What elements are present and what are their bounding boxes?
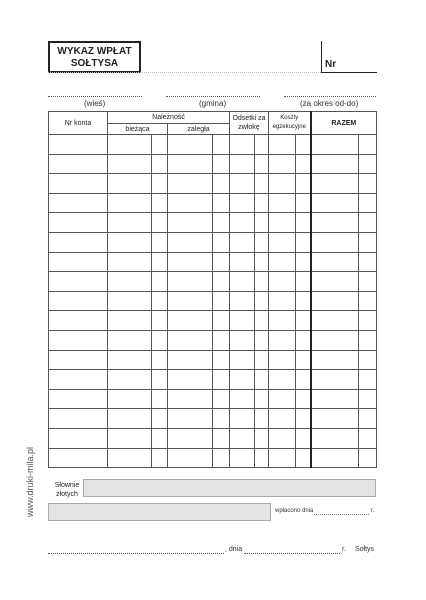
table-row xyxy=(49,291,377,311)
table-cell[interactable] xyxy=(311,370,359,390)
table-cell[interactable] xyxy=(255,389,269,409)
table-cell[interactable] xyxy=(168,428,213,448)
table-row xyxy=(49,370,377,390)
table-cell[interactable] xyxy=(359,389,377,409)
table-cell[interactable] xyxy=(255,252,269,272)
table-cell[interactable] xyxy=(152,252,168,272)
wplacono-date-field[interactable] xyxy=(314,514,369,515)
table-cell[interactable] xyxy=(359,213,377,233)
table-cell[interactable] xyxy=(269,272,296,292)
table-cell[interactable] xyxy=(230,350,255,370)
table-cell[interactable] xyxy=(230,232,255,252)
table-cell[interactable] xyxy=(213,272,230,292)
col-nr-konta: Nr konta xyxy=(49,112,108,135)
table-cell[interactable] xyxy=(152,409,168,429)
slownie-label: Słownie złotych xyxy=(54,482,80,498)
table-cell[interactable] xyxy=(168,389,213,409)
table-cell[interactable] xyxy=(269,389,296,409)
table-cell[interactable] xyxy=(255,350,269,370)
table-cell[interactable] xyxy=(152,193,168,213)
table-cell[interactable] xyxy=(213,291,230,311)
slownie-field[interactable] xyxy=(83,479,376,497)
table-cell[interactable] xyxy=(296,330,311,350)
table-cell[interactable] xyxy=(359,448,377,468)
table-cell[interactable] xyxy=(213,252,230,272)
table-cell[interactable] xyxy=(213,213,230,233)
table-cell[interactable] xyxy=(296,174,311,194)
table-cell[interactable] xyxy=(311,272,359,292)
table-cell[interactable] xyxy=(255,272,269,292)
table-cell[interactable] xyxy=(230,389,255,409)
table-cell[interactable] xyxy=(230,174,255,194)
table-cell[interactable] xyxy=(269,174,296,194)
table-row xyxy=(49,311,377,331)
table-cell[interactable] xyxy=(311,174,359,194)
table-cell[interactable] xyxy=(311,291,359,311)
table-cell[interactable] xyxy=(296,154,311,174)
table-cell[interactable] xyxy=(49,370,108,390)
table-cell[interactable] xyxy=(269,154,296,174)
table-cell[interactable] xyxy=(213,311,230,331)
okres-field[interactable] xyxy=(284,96,376,97)
table-cell[interactable] xyxy=(152,154,168,174)
table-cell[interactable] xyxy=(49,252,108,272)
header-row-1 xyxy=(49,112,377,124)
table-cell[interactable] xyxy=(152,272,168,292)
table-cell[interactable] xyxy=(255,135,269,155)
table-cell[interactable] xyxy=(359,193,377,213)
okres-label: (za okres od-do) xyxy=(300,99,359,108)
table-cell[interactable] xyxy=(213,193,230,213)
table-cell[interactable] xyxy=(108,174,152,194)
table-cell[interactable] xyxy=(230,428,255,448)
table-cell[interactable] xyxy=(230,154,255,174)
table-cell[interactable] xyxy=(108,154,152,174)
nr-underline xyxy=(321,72,377,73)
table-cell[interactable] xyxy=(213,350,230,370)
table-row xyxy=(49,272,377,292)
col-razem: RAZEM xyxy=(311,112,377,135)
table-cell[interactable] xyxy=(359,428,377,448)
table-cell[interactable] xyxy=(311,448,359,468)
table-cell[interactable] xyxy=(213,428,230,448)
table-cell[interactable] xyxy=(108,135,152,155)
table-cell[interactable] xyxy=(359,252,377,272)
col-biezaca: bieżąca xyxy=(108,124,168,135)
table-cell[interactable] xyxy=(230,448,255,468)
table-cell[interactable] xyxy=(359,272,377,292)
payment-field[interactable] xyxy=(48,503,271,521)
table-cell[interactable] xyxy=(213,389,230,409)
table-cell[interactable] xyxy=(296,370,311,390)
table-cell[interactable] xyxy=(296,409,311,429)
table-cell[interactable] xyxy=(230,330,255,350)
col-zalegla: zaległa xyxy=(168,124,230,135)
table-cell[interactable] xyxy=(311,389,359,409)
table-cell[interactable] xyxy=(230,311,255,331)
table-cell[interactable] xyxy=(269,409,296,429)
place-field[interactable] xyxy=(48,553,224,554)
table-cell[interactable] xyxy=(296,428,311,448)
table-cell[interactable] xyxy=(49,135,108,155)
form-title-line1: WYKAZ WPŁAT xyxy=(57,46,132,57)
col-koszty: Koszty egzekucyjne xyxy=(269,112,311,135)
table-row xyxy=(49,252,377,272)
table-cell[interactable] xyxy=(311,428,359,448)
table-cell[interactable] xyxy=(168,272,213,292)
table-cell[interactable] xyxy=(49,154,108,174)
table-cell[interactable] xyxy=(255,291,269,311)
table-cell[interactable] xyxy=(230,272,255,292)
table-cell[interactable] xyxy=(213,174,230,194)
table-cell[interactable] xyxy=(269,291,296,311)
table-cell[interactable] xyxy=(213,448,230,468)
table-cell[interactable] xyxy=(255,213,269,233)
table-cell[interactable] xyxy=(255,232,269,252)
table-row xyxy=(49,330,377,350)
table-row xyxy=(49,135,377,155)
table-cell[interactable] xyxy=(296,252,311,272)
wies-label: (wieś) xyxy=(84,99,106,108)
nr-divider xyxy=(321,41,322,73)
table-cell[interactable] xyxy=(49,428,108,448)
table-cell[interactable] xyxy=(269,448,296,468)
table-cell[interactable] xyxy=(213,154,230,174)
table-cell[interactable] xyxy=(311,330,359,350)
col-odsetki: Odsetki za zwłokę xyxy=(230,112,269,135)
table-cell[interactable] xyxy=(296,311,311,331)
table-cell[interactable] xyxy=(108,193,152,213)
table-cell[interactable] xyxy=(152,135,168,155)
wies-field[interactable] xyxy=(48,96,142,97)
table-cell[interactable] xyxy=(168,193,213,213)
table-cell[interactable] xyxy=(255,370,269,390)
table-cell[interactable] xyxy=(213,370,230,390)
table-cell[interactable] xyxy=(108,252,152,272)
table-cell[interactable] xyxy=(296,272,311,292)
table-cell[interactable] xyxy=(296,135,311,155)
table-cell[interactable] xyxy=(49,213,108,233)
table-cell[interactable] xyxy=(359,409,377,429)
table-cell[interactable] xyxy=(49,311,108,331)
table-cell[interactable] xyxy=(152,350,168,370)
table-cell[interactable] xyxy=(296,389,311,409)
table-cell[interactable] xyxy=(269,350,296,370)
table-cell[interactable] xyxy=(359,311,377,331)
table-cell[interactable] xyxy=(255,174,269,194)
table-cell[interactable] xyxy=(168,448,213,468)
title-underline xyxy=(48,72,321,73)
table-cell[interactable] xyxy=(311,252,359,272)
table-cell[interactable] xyxy=(213,232,230,252)
table-cell[interactable] xyxy=(255,448,269,468)
table-cell[interactable] xyxy=(255,428,269,448)
table-cell[interactable] xyxy=(269,311,296,331)
table-cell[interactable] xyxy=(168,409,213,429)
table-cell[interactable] xyxy=(359,135,377,155)
table-cell[interactable] xyxy=(269,135,296,155)
table-cell[interactable] xyxy=(108,272,152,292)
table-cell[interactable] xyxy=(359,174,377,194)
dnia-label: , dnia xyxy=(225,546,243,553)
table-cell[interactable] xyxy=(359,291,377,311)
table-cell[interactable] xyxy=(152,311,168,331)
table-cell[interactable] xyxy=(152,389,168,409)
table-cell[interactable] xyxy=(230,252,255,272)
table-cell[interactable] xyxy=(359,370,377,390)
wplacono-label: wpłacono dnia xyxy=(275,508,314,514)
table-cell[interactable] xyxy=(311,213,359,233)
table-cell[interactable] xyxy=(311,193,359,213)
table-cell[interactable] xyxy=(168,330,213,350)
website-text: www.druki-mila.pl xyxy=(25,446,35,517)
table-cell[interactable] xyxy=(230,291,255,311)
table-cell[interactable] xyxy=(152,370,168,390)
table-cell[interactable] xyxy=(255,409,269,429)
table-row xyxy=(49,448,377,468)
table-cell[interactable] xyxy=(296,448,311,468)
table-cell[interactable] xyxy=(213,409,230,429)
table-cell[interactable] xyxy=(255,330,269,350)
table-cell[interactable] xyxy=(168,174,213,194)
table-row xyxy=(49,174,377,194)
table-cell[interactable] xyxy=(269,213,296,233)
table-cell[interactable] xyxy=(108,370,152,390)
table-cell[interactable] xyxy=(152,330,168,350)
nr-label: Nr xyxy=(325,59,337,70)
table-cell[interactable] xyxy=(359,232,377,252)
table-cell[interactable] xyxy=(152,448,168,468)
gmina-label: (gmina) xyxy=(199,99,227,108)
table-cell[interactable] xyxy=(311,409,359,429)
table-cell[interactable] xyxy=(311,154,359,174)
table-cell[interactable] xyxy=(359,330,377,350)
table-cell[interactable] xyxy=(152,174,168,194)
table-cell[interactable] xyxy=(213,135,230,155)
table-cell[interactable] xyxy=(49,193,108,213)
table-row xyxy=(49,154,377,174)
table-cell[interactable] xyxy=(152,291,168,311)
table-cell[interactable] xyxy=(108,291,152,311)
table-cell[interactable] xyxy=(311,350,359,370)
table-cell[interactable] xyxy=(49,291,108,311)
table-cell[interactable] xyxy=(269,252,296,272)
table-cell[interactable] xyxy=(311,232,359,252)
table-cell[interactable] xyxy=(168,154,213,174)
table-cell[interactable] xyxy=(108,350,152,370)
table-row xyxy=(49,213,377,233)
table-cell[interactable] xyxy=(108,409,152,429)
date-field[interactable] xyxy=(244,553,340,554)
table-cell[interactable] xyxy=(168,213,213,233)
table-cell[interactable] xyxy=(108,213,152,233)
table-cell[interactable] xyxy=(49,350,108,370)
table-cell[interactable] xyxy=(168,135,213,155)
table-cell[interactable] xyxy=(108,232,152,252)
table-cell[interactable] xyxy=(269,370,296,390)
payments-table xyxy=(48,111,377,468)
table-row xyxy=(49,350,377,370)
table-row xyxy=(49,193,377,213)
r-label: r. xyxy=(342,546,346,553)
table-row xyxy=(49,428,377,448)
table-cell[interactable] xyxy=(230,135,255,155)
table-row xyxy=(49,409,377,429)
table-cell[interactable] xyxy=(168,370,213,390)
table-cell[interactable] xyxy=(168,291,213,311)
table-cell[interactable] xyxy=(152,428,168,448)
table-cell[interactable] xyxy=(311,135,359,155)
table-cell[interactable] xyxy=(230,213,255,233)
table-cell[interactable] xyxy=(269,428,296,448)
table-cell[interactable] xyxy=(269,330,296,350)
table-cell[interactable] xyxy=(359,350,377,370)
table-cell[interactable] xyxy=(49,232,108,252)
table-cell[interactable] xyxy=(296,193,311,213)
table-cell[interactable] xyxy=(108,448,152,468)
table-cell[interactable] xyxy=(255,193,269,213)
table-cell[interactable] xyxy=(230,409,255,429)
table-cell[interactable] xyxy=(168,232,213,252)
table-cell[interactable] xyxy=(269,232,296,252)
table-cell[interactable] xyxy=(255,154,269,174)
table-cell[interactable] xyxy=(49,330,108,350)
soltys-label: Sołtys xyxy=(355,546,375,553)
table-cell[interactable] xyxy=(108,311,152,331)
table-cell[interactable] xyxy=(168,311,213,331)
table-row xyxy=(49,389,377,409)
table-cell[interactable] xyxy=(108,389,152,409)
table-row xyxy=(49,232,377,252)
table-cell[interactable] xyxy=(152,232,168,252)
table-cell[interactable] xyxy=(168,350,213,370)
table-cell[interactable] xyxy=(152,213,168,233)
col-naleznosc: Należność xyxy=(108,112,230,124)
table-cell[interactable] xyxy=(49,272,108,292)
table-cell[interactable] xyxy=(168,252,213,272)
table-cell[interactable] xyxy=(213,330,230,350)
table-cell[interactable] xyxy=(230,193,255,213)
table-cell[interactable] xyxy=(230,370,255,390)
table-cell[interactable] xyxy=(296,291,311,311)
table-cell[interactable] xyxy=(49,389,108,409)
table-cell[interactable] xyxy=(269,193,296,213)
form-title-line2: SOŁTYSA xyxy=(70,58,119,69)
gmina-field[interactable] xyxy=(166,96,260,97)
wplacono-suffix: r. xyxy=(371,508,375,514)
table-cell[interactable] xyxy=(49,448,108,468)
table-cell[interactable] xyxy=(296,213,311,233)
table-cell[interactable] xyxy=(108,330,152,350)
table-cell[interactable] xyxy=(359,154,377,174)
table-cell[interactable] xyxy=(108,428,152,448)
table-cell[interactable] xyxy=(255,311,269,331)
form-title xyxy=(48,41,141,73)
table-cell[interactable] xyxy=(296,232,311,252)
table-cell[interactable] xyxy=(296,350,311,370)
table-cell[interactable] xyxy=(311,311,359,331)
table-cell[interactable] xyxy=(49,409,108,429)
table-cell[interactable] xyxy=(49,174,108,194)
